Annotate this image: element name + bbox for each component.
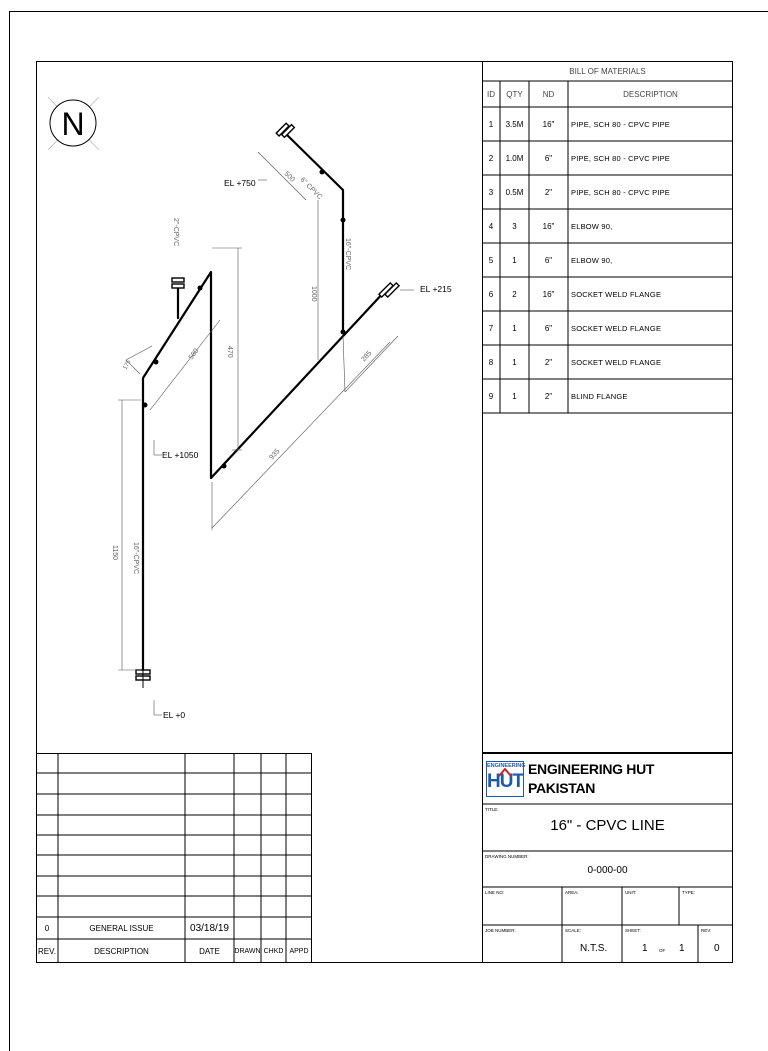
bom-row-description: PIPE, SCH 80 - CPVC PIPE: [571, 153, 670, 163]
title-label: TITLE:: [485, 807, 499, 812]
bom-header-nd: ND: [542, 89, 555, 99]
company-location: PAKISTAN: [528, 780, 596, 796]
revision-header-drawn: DRAWN: [234, 947, 261, 955]
flanges: [136, 123, 399, 688]
scale-value: N.T.S.: [580, 943, 608, 954]
bom-row-nd: 2": [544, 357, 553, 367]
revision-chkd: [261, 917, 286, 939]
revision-header-date: DATE: [199, 946, 220, 956]
company-logo: [486, 761, 524, 797]
bom-row-nd: 16": [542, 119, 555, 129]
drawing-title: 16" - CPVC LINE: [550, 817, 665, 834]
bom-row-id: 6: [488, 289, 494, 299]
revision-appd: [286, 917, 312, 939]
rev-value: 0: [714, 943, 720, 954]
bom-row-nd: 2": [544, 391, 553, 401]
sheet-total: 1: [679, 943, 685, 954]
drawing-annotations: [111, 170, 452, 720]
label-el-1050: EL +1050: [162, 450, 199, 460]
bom-row-nd: 16": [542, 221, 555, 231]
bom-row-qty: 2: [512, 289, 517, 299]
area-label: AREA:: [565, 890, 579, 895]
bom-row-nd: 6": [544, 323, 553, 333]
dim-1000: 1000: [310, 286, 317, 302]
revision-table: [36, 753, 312, 963]
bom-header-qty: QTY: [506, 89, 523, 99]
bom-title: BILL OF MATERIALS: [569, 66, 646, 76]
bom-row-qty: 1: [512, 323, 517, 333]
north-label: N: [61, 106, 85, 142]
revision-drawn: [234, 917, 261, 939]
bom-row-qty: 0.5M: [505, 187, 524, 197]
label-el-0: EL +0: [163, 710, 186, 720]
bom-row-id: 3: [488, 187, 494, 197]
label-2in-cpvc: 2"-CPVC: [172, 218, 179, 247]
bill-of-materials: [482, 61, 733, 753]
unit-label: UNIT:: [625, 890, 637, 895]
label-16in-cpvc-b: 16"-CPVC: [132, 542, 139, 575]
roof-icon: [498, 768, 512, 777]
bom-row-id: 5: [488, 255, 494, 265]
dim-935: 935: [268, 448, 282, 462]
rev-label: REV:: [701, 928, 712, 933]
bom-row-nd: 6": [544, 153, 553, 163]
bom-row-description: ELBOW 90,: [571, 221, 613, 231]
bom-row-description: ELBOW 90,: [571, 255, 613, 265]
bom-header-description: DESCRIPTION: [623, 89, 678, 99]
label-16in-cpvc-a: 16"-CPVC: [344, 238, 351, 271]
revision-number: 0: [44, 923, 50, 933]
bom-row-description: PIPE, SCH 80 - CPVC PIPE: [571, 119, 670, 129]
company-name: ENGINEERING HUT: [528, 761, 655, 777]
bom-row-qty: 1: [512, 255, 517, 265]
revision-description: GENERAL ISSUE: [89, 923, 154, 933]
bom-row-id: 9: [488, 391, 494, 401]
dim-500: 500: [282, 170, 296, 184]
title-block: [482, 753, 733, 963]
bom-row-description: SOCKET WELD FLANGE: [571, 289, 662, 299]
job-number-label: JOB NUMBER:: [485, 928, 516, 933]
bom-row-description: SOCKET WELD FLANGE: [571, 357, 662, 367]
weld-points: [143, 170, 346, 469]
dim-580: 580: [187, 347, 201, 362]
dim-175: 175: [122, 359, 133, 371]
sheet-label: SHEET:: [625, 928, 641, 933]
bom-row-id: 8: [488, 357, 494, 367]
revision-header-rev: REV.: [38, 946, 56, 956]
scale-label: SCALE:: [565, 928, 582, 933]
bom-row-description: PIPE, SCH 80 - CPVC PIPE: [571, 187, 670, 197]
bom-row-qty: 3.5M: [505, 119, 524, 129]
bom-row-description: BLIND FLANGE: [571, 391, 628, 401]
type-label: TYPE:: [682, 890, 696, 895]
dim-285: 285: [360, 350, 374, 364]
revision-header-chkd: CHKD: [263, 947, 284, 955]
drawing-number: 0-000-00: [587, 865, 628, 876]
bom-row-id: 1: [488, 119, 494, 129]
north-arrow: [48, 97, 99, 150]
sheet-of: OF: [659, 948, 666, 953]
pipe-route: [143, 132, 386, 672]
revision-header-appd: APPD: [289, 947, 309, 955]
bom-row-nd: 6": [544, 255, 553, 265]
bom-row-qty: 1.0M: [505, 153, 524, 163]
bom-row-id: 2: [488, 153, 494, 163]
logo-main-text: HUT: [487, 771, 524, 792]
bom-row-id: 7: [488, 323, 494, 333]
bom-row-nd: 16": [542, 289, 555, 299]
bom-row-nd: 2": [544, 187, 553, 197]
line-no-label: LINE NO:: [485, 890, 505, 895]
bom-row-qty: 1: [512, 391, 517, 401]
bom-row-id: 4: [488, 221, 494, 231]
sheet-number: 1: [642, 943, 648, 954]
label-el-215: EL +215: [420, 284, 452, 294]
dim-470: 470: [226, 346, 233, 358]
bom-row-qty: 1: [512, 357, 517, 367]
dimension-lines: [118, 152, 414, 715]
logo-top-text: ENGINEERING: [487, 763, 526, 769]
bom-row-qty: 3: [512, 221, 517, 231]
drawing-number-label: DRAWING NUMBER:: [485, 854, 529, 859]
bom-header-id: ID: [487, 89, 495, 99]
dim-1150: 1150: [111, 545, 118, 561]
label-el-750: EL +750: [224, 178, 256, 188]
bom-row-description: SOCKET WELD FLANGE: [571, 323, 662, 333]
revision-date: 03/18/19: [190, 922, 229, 934]
revision-header-description: DESCRIPTION: [94, 946, 149, 956]
label-6in-cpvc: 6" CPVC: [298, 176, 324, 202]
